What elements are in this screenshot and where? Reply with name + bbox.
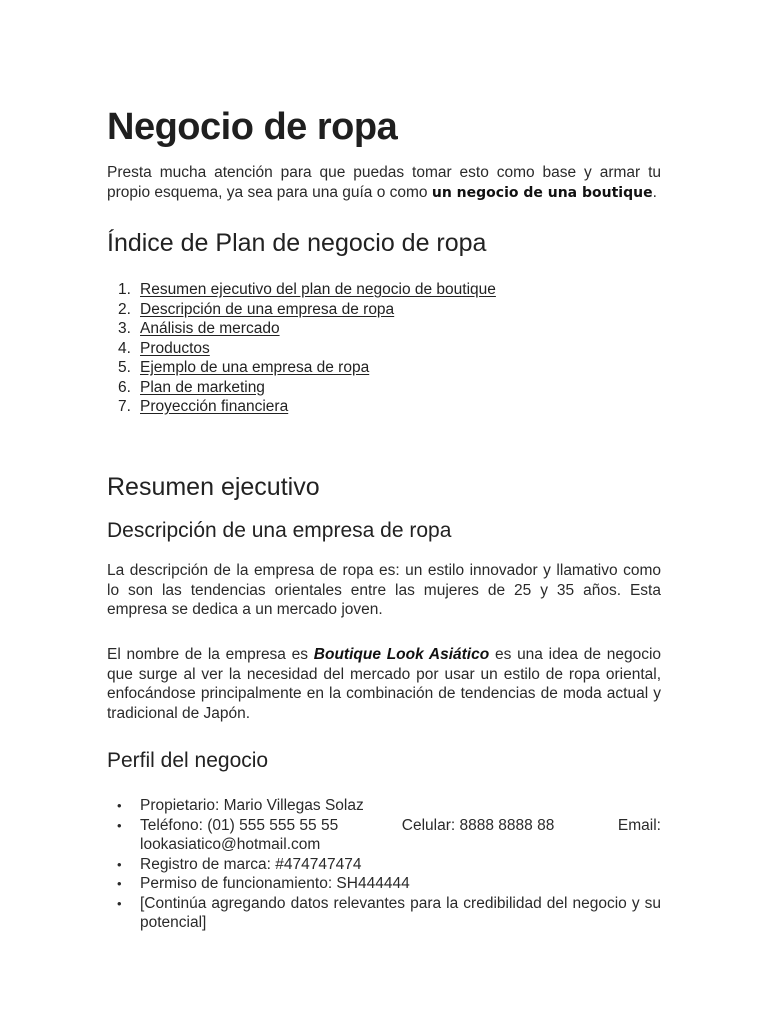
- index-item: [107, 339, 496, 359]
- index-item-number: 6.: [118, 378, 131, 396]
- profile-item-contact: [107, 816, 661, 855]
- intro-bold-text: un negocio de una boutique: [431, 184, 653, 201]
- index-item-number: 1.: [118, 281, 131, 298]
- cell-text: Celular: 8888 8888 88: [401, 816, 555, 834]
- index-link-resumen-ejecutivo[interactable]: Resumen ejecutivo del plan de negocio de boutique: [140, 281, 496, 298]
- profile-item-permit: [107, 874, 661, 894]
- index-item-number: 5.: [118, 359, 131, 376]
- page-title: Negocio de ropa: [107, 106, 398, 148]
- profile-item-owner: [107, 796, 661, 816]
- index-item-number: 3.: [118, 320, 131, 337]
- bullet-icon: •: [117, 876, 122, 891]
- index-item: [107, 300, 496, 320]
- owner-text: Propietario: Mario Villegas Solaz: [140, 797, 364, 814]
- bullet-icon: •: [117, 817, 122, 833]
- index-item: [107, 378, 496, 398]
- phone-text: Teléfono: (01) 555 555 55 55: [140, 816, 339, 834]
- company-name-intro: El nombre de la empresa es: [107, 646, 314, 663]
- profile-heading: Perfil del negocio: [107, 749, 269, 772]
- index-link-plan-marketing[interactable]: Plan de marketing: [140, 378, 265, 396]
- index-list: [107, 280, 496, 417]
- company-name: Boutique Look Asiático: [313, 646, 490, 663]
- bullet-icon: •: [117, 856, 122, 872]
- index-item: [107, 358, 496, 378]
- index-link-descripcion-empresa[interactable]: Descripción de una empresa de ropa: [140, 300, 395, 318]
- index-heading: Índice de Plan de negocio de ropa: [107, 229, 487, 257]
- profile-list: [107, 796, 661, 933]
- company-name-paragraph: [107, 645, 661, 723]
- summary-heading: Resumen ejecutivo: [107, 473, 320, 501]
- company-description-paragraph: La descripción de la empresa de ropa es: un estilo innovador y llamativo como lo son las tendencias orientales entre las mujeres de 25 y 35 años. Esta empresa se dedica a un mercado joven.: [107, 562, 661, 618]
- intro-text: Presta mucha atención para que puedas tomar esto como base y armar tu propio esquema, ya sea para una guía o como: [107, 164, 661, 201]
- index-item: [107, 397, 496, 417]
- index-item: [107, 319, 496, 339]
- index-item-number: 7.: [118, 398, 131, 415]
- index-link-productos[interactable]: Productos: [140, 339, 210, 357]
- index-link-analisis-mercado[interactable]: Análisis de mercado: [140, 320, 280, 337]
- intro-end: .: [652, 183, 657, 201]
- email-text: lookasiatico@hotmail.com: [140, 836, 321, 853]
- index-link-proyeccion-financiera[interactable]: Proyección financiera: [140, 398, 289, 415]
- bullet-icon: •: [117, 798, 122, 813]
- email-label: Email:: [617, 816, 661, 834]
- index-link-ejemplo-empresa[interactable]: Ejemplo de una empresa de ropa: [140, 359, 370, 376]
- note-text: [Continúa agregando datos relevantes para la credibilidad del negocio y su potencial]: [140, 894, 661, 931]
- company-name-rest: es una idea de negocio que surge al ver la necesidad del mercado por usar un estilo de ropa oriental, enfocándose principalmente en la combinación de tendencias de moda actual y tradicional de Japón.: [107, 646, 662, 722]
- index-item-number: 2.: [118, 300, 131, 318]
- profile-item-note: [107, 894, 661, 933]
- intro-paragraph: [107, 163, 661, 203]
- index-item-number: 4.: [118, 339, 131, 357]
- company-heading: Descripción de una empresa de ropa: [107, 519, 452, 542]
- trademark-text: Registro de marca: #474747474: [140, 855, 362, 873]
- permit-text: Permiso de funcionamiento: SH444444: [140, 875, 410, 892]
- index-item: [107, 280, 496, 300]
- bullet-icon: •: [117, 895, 122, 911]
- profile-item-trademark: [107, 855, 661, 875]
